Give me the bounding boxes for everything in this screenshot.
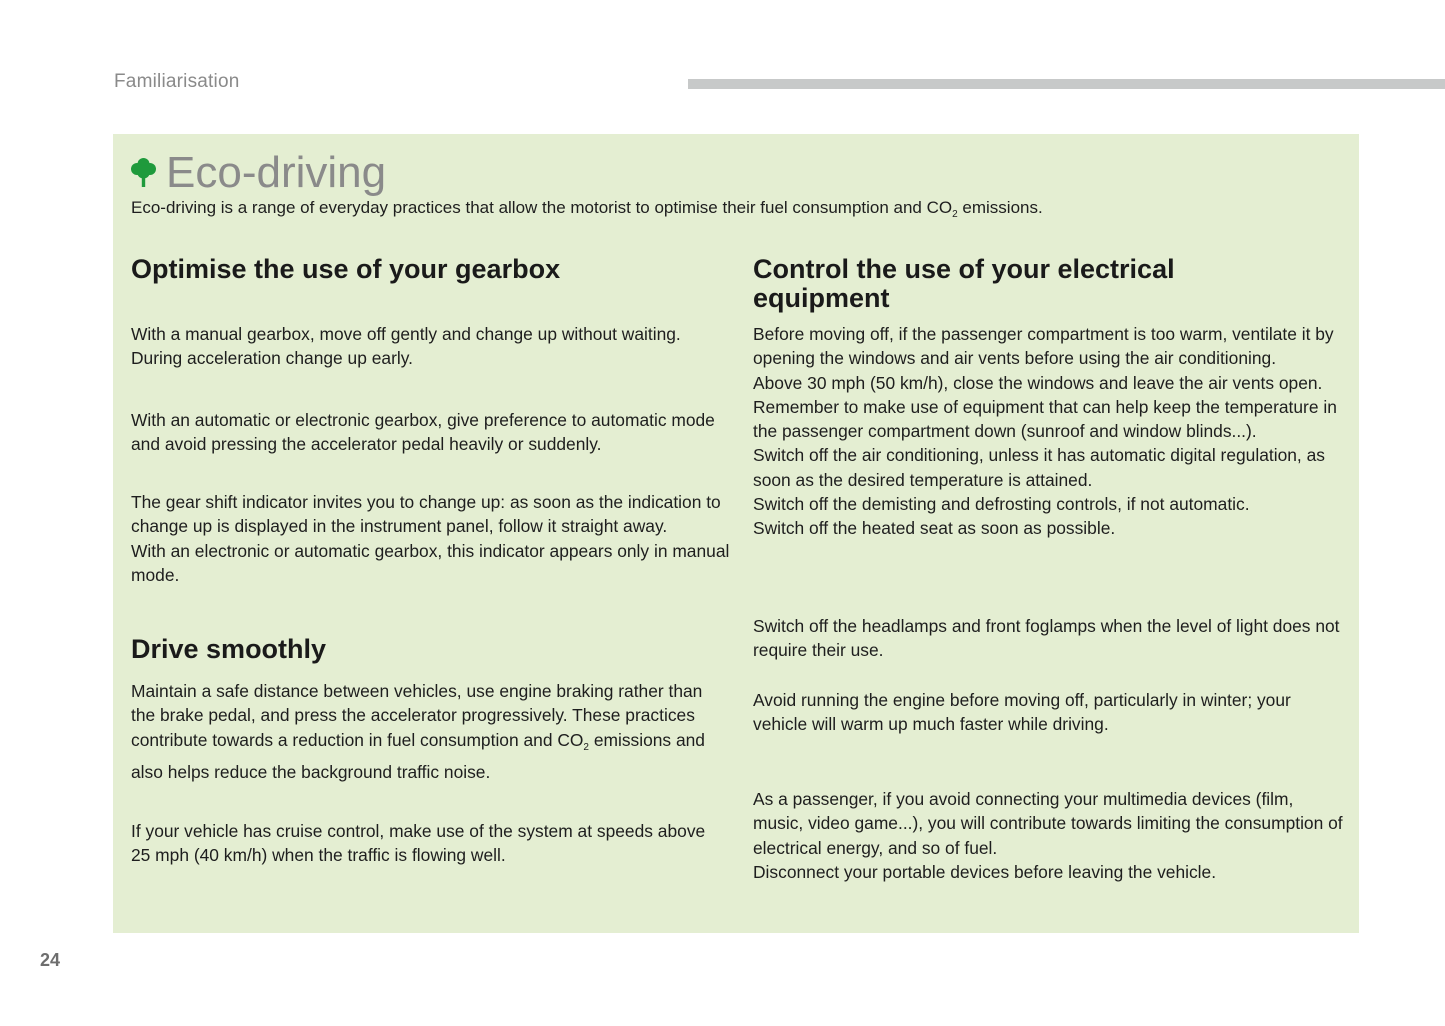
electrical-paragraph-passenger: As a passenger, if you avoid connecting your multimedia devices (film, music, video game...), you will contribute towards limiting the consumption of electrical energy, and so of fuel. Disconnect your portable devices before leaving the vehicle. (753, 789, 1343, 882)
title-row (130, 148, 386, 198)
tree-icon (130, 157, 157, 189)
drive-paragraph-1: Maintain a safe distance between vehicles, use engine braking rather than the brake pedal, and press the accelerator progressively. These practices contribute towards a reduction in fuel consumption and $CO_2$ emissions and also helps reduce the background traffic noise. (131, 681, 705, 782)
drive-paragraph-2: If your vehicle has cruise control, make use of the system at speeds above 25 mph (40 km/h) when the traffic is flowing well. (131, 821, 706, 866)
page-number: 24 (40, 950, 61, 970)
page-title: Eco-driving (166, 148, 387, 197)
electrical-paragraph-group-1: Before moving off, if the passenger compartment is too warm, ventilate it by opening the windows and air vents before using the air conditioning. Above 30 mph (50 km/h), close the windows and leave the air vents open. Remember to make use of equipment that can help keep the temperature in the passenger compartment down (sunroof and window blinds...). Switch off the air conditioning, unless it has automatic digital regulation, as soon as the desired temperature is attained. Switch off the demisting and defrosting controls, if not automatic. Switch off the heated seat as soon as possible. (753, 324, 1337, 539)
electrical-paragraph-engine: Avoid running the engine before moving off, particularly in winter; your vehicle will warm up much faster while driving. (753, 690, 1291, 735)
heading-drive-smoothly: Drive smoothly (131, 634, 327, 664)
heading-electrical: Control the use of your electrical equipment (753, 254, 1175, 313)
electrical-paragraph-headlamps: Switch off the headlamps and front foglamps when the level of light does not require their use. (753, 616, 1340, 661)
heading-gearbox: Optimise the use of your gearbox (131, 254, 561, 284)
intro-text: Eco-driving is a range of everyday practices that allow the motorist to optimise their fuel consumption and $CO_2$ emissions. (131, 198, 1043, 220)
gearbox-paragraph-1: With a manual gearbox, move off gently and change up without waiting. During acceleration change up early. (131, 324, 681, 369)
gearbox-paragraph-3: The gear shift indicator invites you to change up: as soon as the indication to change up is displayed in the instrument panel, follow it straight away. With an electronic or automatic gearbox, this indicator appears only in manual mode. (131, 492, 730, 585)
section-label: Familiarisation (114, 71, 240, 92)
header-bar (688, 79, 1445, 89)
gearbox-paragraph-2: With an automatic or electronic gearbox, give preference to automatic mode and avoid pressing the accelerator pedal heavily or suddenly. (131, 410, 715, 455)
